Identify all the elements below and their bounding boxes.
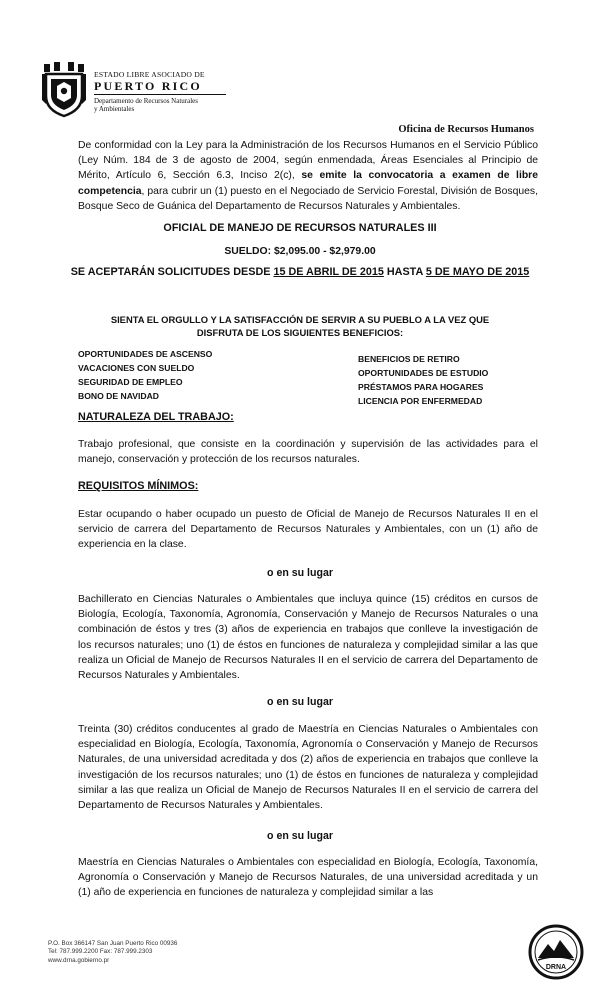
seal-label: DRNA: [545, 964, 567, 971]
dates-start: 15 DE ABRIL DE 2015: [273, 266, 384, 278]
salary: SUELDO: $2,095.00 - $2,979.00: [224, 246, 376, 257]
footer-web: www.drna.gobierno.pr: [48, 956, 110, 964]
benefits-right-list: [358, 352, 488, 408]
letterhead-state: ESTADO LIBRE ASOCIADO DE: [94, 70, 205, 79]
requirement-item: Bachillerato en Ciencias Naturales o Ambientales que incluya quince (15) créditos en cursos de Biología, Ecología, Taxonomía, Agronomía, Conservación y Manejo de Recursos Naturales o una combinación de éstos y tres (3) años de experiencia en trabajos que conlleve la investigación de los recursos naturales; uno (1) de éstos en funciones de naturaleza y complejidad similar a las que realiza un Oficial de Manejo de Recursos Naturales II en el servicio de carrera del Departamento de Recursos Naturales y Ambientales.: [78, 594, 538, 682]
benefit-item: BONO DE NAVIDAD: [78, 391, 160, 401]
letterhead-department-cont: y Ambientales: [94, 105, 135, 113]
requisitos-heading: REQUISITOS MÍNIMOS:: [78, 480, 199, 492]
benefits-intro: SIENTA EL ORGULLO Y LA SATISFACCIÓN DE SERVIR A SU PUEBLO A LA VEZ QUE DISFRUTA DE LOS SIGUIENTES BENEFICIOS:: [110, 314, 490, 338]
intro-paragraph: [78, 138, 538, 214]
footer-address: P.O. Box 366147 San Juan Puerto Rico 00936: [48, 940, 178, 947]
requirement-item: Treinta (30) créditos conducentes al grado de Maestría en Ciencias Naturales o Ambientales con especialidad en Biología, Ecología, Taxonomía, Agronomía o Conservación y Manejo de Recursos Naturales, de una universidad acreditada y dos (2) años de experiencia en trabajos que conlleve la investigación de los recursos naturales; uno (1) de éstos en funciones de naturaleza y complejidad similar a las que realiza un Oficial de Manejo de Recursos Naturales II en el servicio de carrera del Departamento de Recursos Naturales y Ambientales.: [78, 724, 538, 812]
benefit-item: LICENCIA POR ENFERMEDAD: [358, 396, 483, 406]
drna-seal-icon: [528, 924, 584, 980]
benefit-item: OPORTUNIDADES DE ESTUDIO: [358, 368, 489, 378]
dates-prefix: SE ACEPTARÁN SOLICITUDES DESDE: [70, 266, 274, 278]
benefit-item: VACACIONES CON SUELDO: [78, 363, 195, 373]
office-name: Oficina de Recursos Humanos: [398, 124, 534, 135]
naturaleza-text: Trabajo profesional, que consiste en la coordinación y supervisión de las actividades para el manejo, conservación y protección de los recursos naturales.: [78, 439, 538, 466]
benefit-item: SEGURIDAD DE EMPLEO: [78, 377, 183, 387]
intro-bold-text: se emite la convocatoria a examen de libre competencia: [78, 170, 538, 197]
job-title: OFICIAL DE MANEJO DE RECURSOS NATURALES III: [163, 222, 437, 234]
benefit-item: BENEFICIOS DE RETIRO: [358, 354, 460, 364]
dates-end: 5 DE MAYO DE 2015: [425, 266, 530, 278]
requirement-item: Maestría en Ciencias Naturales o Ambientales con especialidad en Biología, Ecología, Taxonomía, Agronomía o Conservación y Manejo de Recursos Naturales, de una universidad acreditada y un (1) año de experiencia en funciones de naturaleza y complejidad similar a las: [78, 857, 538, 899]
letterhead-country: PUERTO RICO: [94, 79, 226, 95]
naturaleza-heading: NATURALEZA DEL TRABAJO:: [78, 411, 234, 423]
footer-phone: Tel: 787.999.2200 Fax: 787.999.2303: [48, 948, 153, 956]
puerto-rico-coat-of-arms-icon: [40, 60, 88, 118]
benefit-item: OPORTUNIDADES DE ASCENSO: [78, 349, 213, 359]
footer-contact: [48, 940, 177, 965]
letterhead-department: Departamento de Recursos Naturales: [94, 97, 198, 105]
intro-text-1: De conformidad con la Ley para la Administración de los Recursos Humanos en el Servicio Público (Ley Núm. 184 de 3 de agosto de 2004, según enmendada, Áreas Esenciales al Principio de Mérito, Artículo 6, Sección 6.3, Inciso 2(c),: [78, 140, 538, 182]
letterhead: [94, 70, 254, 113]
benefits-left-list: [78, 347, 212, 403]
requirement-item: Estar ocupando o haber ocupado un puesto de Oficial de Manejo de Recursos Naturales II en el servicio de carrera del Departamento de Recursos Naturales y Ambientales, con un (1) año de experiencia en la clase.: [78, 509, 538, 551]
application-dates: [60, 266, 540, 278]
or-separator: o en su lugar: [267, 696, 333, 708]
or-separator: o en su lugar: [267, 830, 333, 842]
dates-middle: HASTA: [383, 266, 426, 278]
intro-text-2: , para cubrir un (1) puesto en el Negociado de Servicio Forestal, División de Bosques, Bosque Seco de Guánica del Departamento de Recursos Naturales y Ambientales.: [78, 185, 538, 212]
or-separator: o en su lugar: [267, 567, 333, 579]
benefit-item: PRÉSTAMOS PARA HOGARES: [358, 382, 484, 392]
